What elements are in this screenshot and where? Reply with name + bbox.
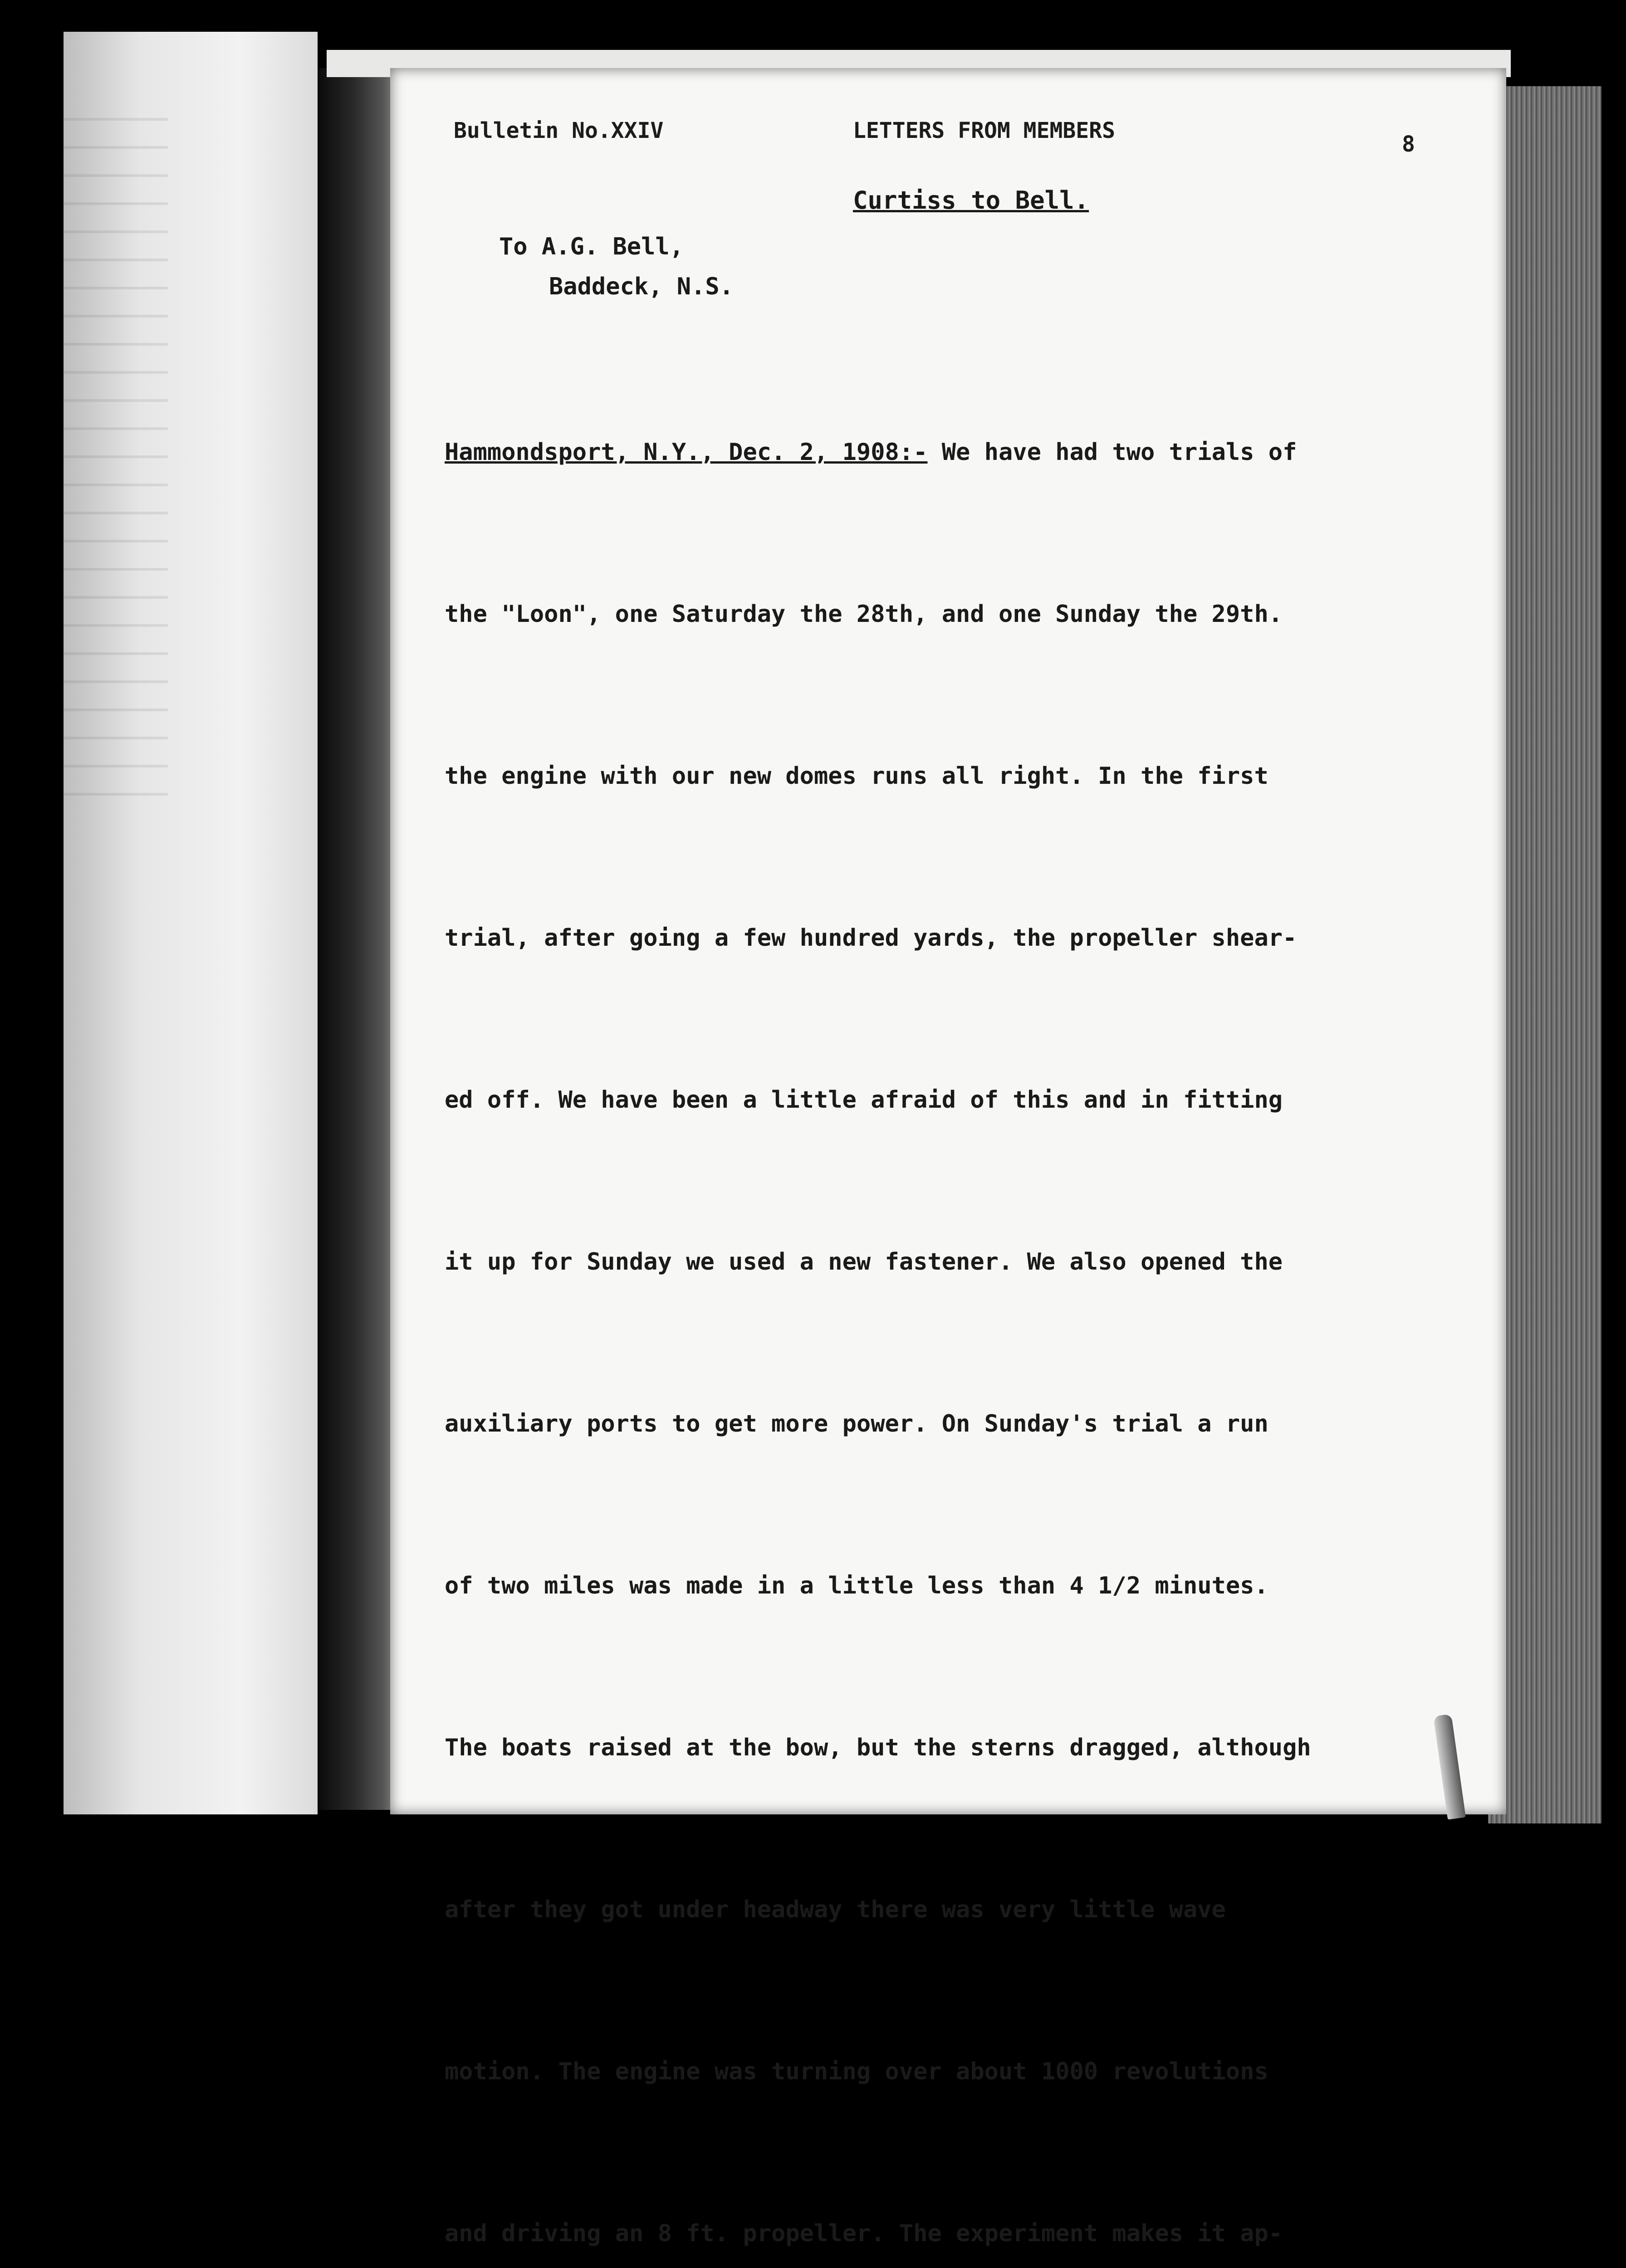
letter-line: and driving an 8 ft. propeller. The experiment makes it ap- xyxy=(445,2220,1283,2247)
bulletin-number: Bulletin No.XXIV xyxy=(454,118,664,143)
letter-body xyxy=(445,318,1456,2268)
page-header xyxy=(454,118,1452,159)
book-gutter xyxy=(318,68,399,1810)
letter-title: Curtiss to Bell. xyxy=(853,186,1089,215)
letter-line-first xyxy=(445,425,1456,479)
letter-line: it up for Sunday we used a new fastener. We also opened the xyxy=(445,1248,1283,1276)
letter-line: motion. The engine was turning over about 1000 revolutions xyxy=(445,2058,1268,2085)
address-line-1: To A.G. Bell, xyxy=(499,233,684,260)
page-number: 8 xyxy=(1402,132,1415,157)
letter-line: ed off. We have been a little afraid of this and in fitting xyxy=(445,1086,1283,1114)
recipient-address xyxy=(499,227,734,307)
letter-line: trial, after going a few hundred yards, the propeller shear- xyxy=(445,924,1297,952)
letter-line: the "Loon", one Saturday the 28th, and one Sunday the 29th. xyxy=(445,601,1283,628)
letter-line: The boats raised at the bow, but the sterns dragged, although xyxy=(445,1734,1311,1761)
left-page-bleed-through xyxy=(64,118,168,798)
letter-line: auxiliary ports to get more power. On Sunday's trial a run xyxy=(445,1410,1268,1437)
letter-line: after they got under headway there was very little wave xyxy=(445,1896,1226,1923)
letter-line: of two miles was made in a little less than 4 1/2 minutes. xyxy=(445,1572,1268,1599)
dateline: Hammondsport, N.Y., Dec. 2, 1908:- xyxy=(445,439,928,466)
letter-line: the engine with our new domes runs all right. In the first xyxy=(445,763,1268,790)
first-line-text: We have had two trials of xyxy=(927,439,1297,466)
address-line-2: Baddeck, N.S. xyxy=(549,273,734,300)
section-title: LETTERS FROM MEMBERS xyxy=(853,118,1115,143)
